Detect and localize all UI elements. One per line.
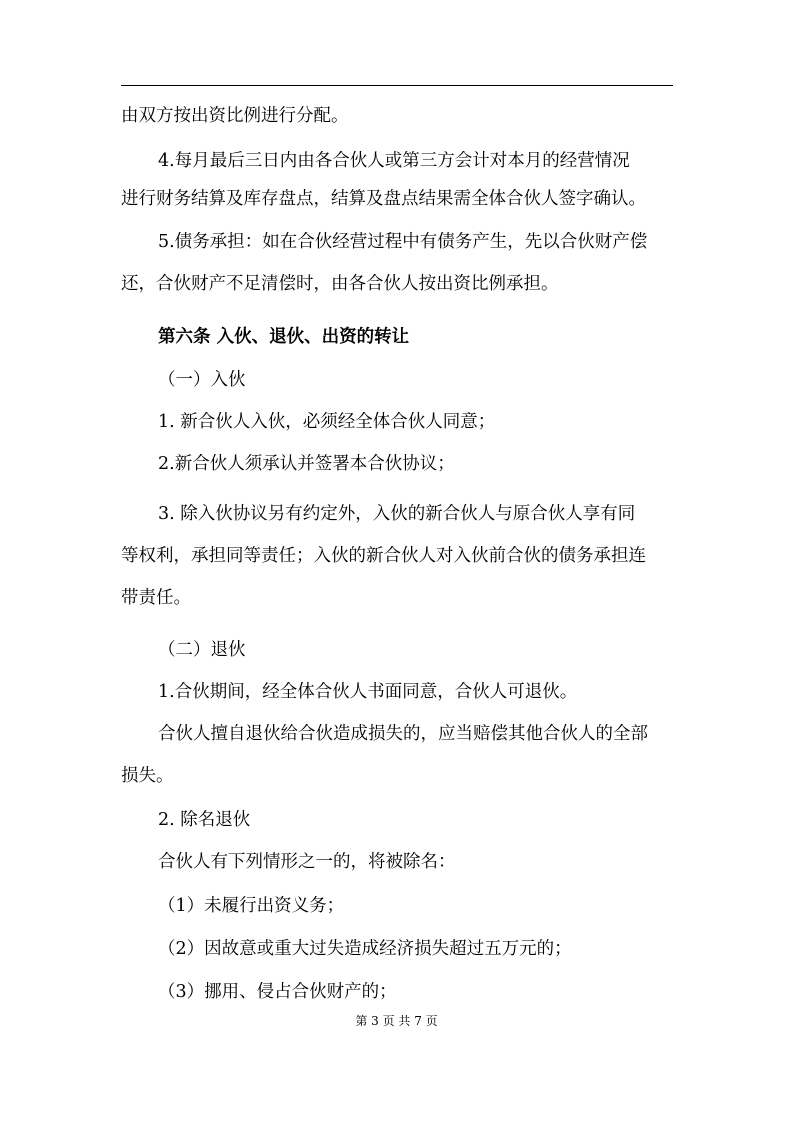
paragraph-line: 2. 除名退伙 [158, 810, 251, 830]
subsection-heading: （一）入伙 [158, 370, 246, 390]
paragraph-line: 带责任。 [121, 588, 191, 608]
paragraph-line: 还，合伙财产不足清偿时，由各合伙人按出资比例承担。 [121, 274, 559, 294]
list-item: （2）因故意或重大过失造成经济损失超过五万元的； [158, 939, 572, 959]
paragraph-line: 进行财务结算及库存盘点，结算及盘点结果需全体合伙人签字确认。 [121, 189, 646, 209]
page-footer: 第 3 页 共 7 页 [355, 1014, 438, 1028]
paragraph-line: 3. 除入伙协议另有约定外，入伙的新合伙人与原合伙人享有同 [158, 504, 636, 524]
paragraph-line: 5.债务承担：如在合伙经营过程中有债务产生，先以合伙财产偿 [158, 232, 648, 252]
paragraph-line: 1.合伙期间，经全体合伙人书面同意，合伙人可退伙。 [158, 682, 578, 702]
header-rule [121, 85, 673, 86]
paragraph-line: 1. 新合伙人入伙，必须经全体合伙人同意； [158, 412, 496, 432]
paragraph-line: 等权利，承担同等责任；入伙的新合伙人对入伙前合伙的债务承担连 [121, 546, 646, 566]
paragraph-line: 损失。 [121, 766, 174, 786]
section-heading: 第六条 入伙、退伙、出资的转让 [158, 327, 410, 347]
paragraph-line: 合伙人擅自退伙给合伙造成损失的，应当赔偿其他合伙人的全部 [158, 724, 648, 744]
paragraph-line: 合伙人有下列情形之一的，将被除名： [158, 852, 456, 872]
list-item: （1）未履行出资义务； [158, 896, 345, 916]
paragraph-line: 2.新合伙人须承认并签署本合伙协议； [158, 454, 455, 474]
list-item: （3）挪用、侵占合伙财产的； [158, 982, 397, 1002]
paragraph-line: 由双方按出资比例进行分配。 [121, 106, 349, 126]
subsection-heading: （二）退伙 [158, 640, 246, 660]
paragraph-line: 4.每月最后三日内由各合伙人或第三方会计对本月的经营情况 [158, 151, 630, 171]
